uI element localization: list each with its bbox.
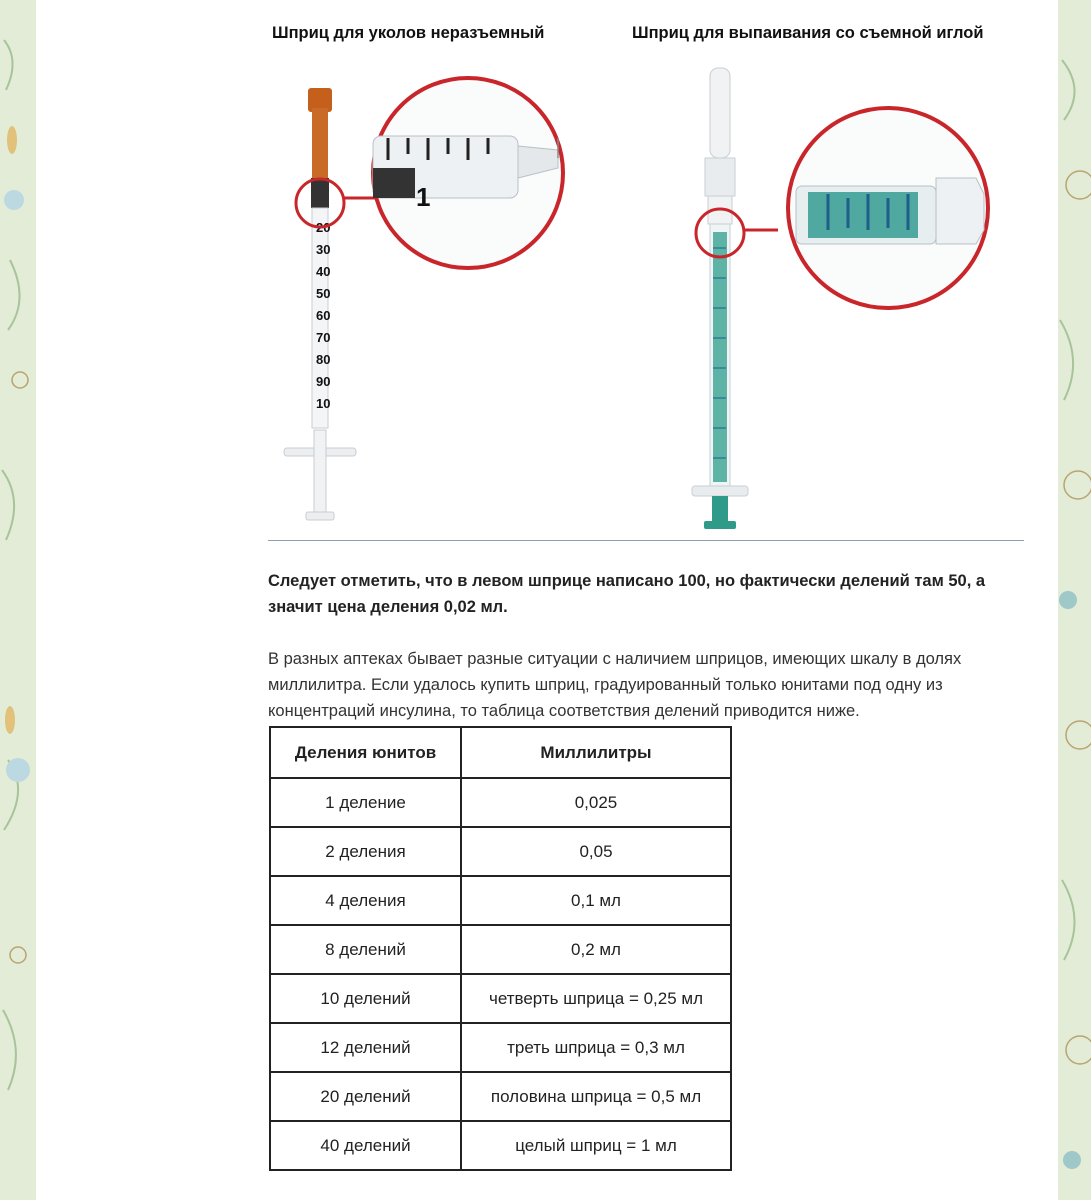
milliliters-cell: 0,2 мл <box>461 925 731 974</box>
column-header-units: Деления юнитов <box>270 727 461 778</box>
column-header-milliliters: Миллилитры <box>461 727 731 778</box>
units-cell: 2 деления <box>270 827 461 876</box>
table-header-row <box>270 727 731 778</box>
milliliters-cell: целый шприц = 1 мл <box>461 1121 731 1170</box>
table-row <box>270 778 731 827</box>
right-syringe-title: Шприц для выпаивания со съемной иглой <box>632 24 984 42</box>
table-row <box>270 1023 731 1072</box>
bold-note: Следует отметить, что в левом шприце написано 100, но фактически делений там 50, а значит цена деления 0,02 мл. <box>268 572 986 616</box>
svg-text:30: 30 <box>316 242 331 257</box>
units-conversion-table <box>269 726 732 1171</box>
units-cell: 8 делений <box>270 925 461 974</box>
milliliters-cell: четверть шприца = 0,25 мл <box>461 974 731 1023</box>
left-syringe-title: Шприц для уколов неразъемный <box>272 24 545 42</box>
svg-text:40: 40 <box>316 264 331 279</box>
table-row <box>270 876 731 925</box>
units-cell: 20 делений <box>270 1072 461 1121</box>
table-row <box>270 1072 731 1121</box>
units-cell: 12 делений <box>270 1023 461 1072</box>
syringe-comparison-figure <box>268 18 1024 540</box>
dreamcatcher-pattern-right <box>1058 0 1091 1200</box>
body-paragraph: В разных аптеках бывает разные ситуации с наличием шприцов, имеющих шкалу в долях миллилитра. Если удалось купить шприц, градуированный только юнитами под одну из концентраций инсулина, то таблица соответствия делений приводится ниже. <box>268 650 962 720</box>
milliliters-cell: 0,1 мл <box>461 876 731 925</box>
article-content <box>36 0 1058 1200</box>
svg-text:80: 80 <box>316 352 331 367</box>
table-row <box>270 974 731 1023</box>
units-cell: 1 деление <box>270 778 461 827</box>
figure-divider <box>268 540 1024 541</box>
zoom-scale-digit: 1 <box>416 182 431 212</box>
milliliters-cell: 0,05 <box>461 827 731 876</box>
svg-text:60: 60 <box>316 308 331 323</box>
milliliters-cell: половина шприца = 0,5 мл <box>461 1072 731 1121</box>
svg-text:70: 70 <box>316 330 331 345</box>
svg-text:50: 50 <box>316 286 331 301</box>
table-row <box>270 925 731 974</box>
units-cell: 10 делений <box>270 974 461 1023</box>
units-cell: 40 делений <box>270 1121 461 1170</box>
milliliters-cell: 0,025 <box>461 778 731 827</box>
svg-text:10: 10 <box>316 396 331 411</box>
syringe-illustration <box>268 18 1024 540</box>
table-row <box>270 827 731 876</box>
svg-text:90: 90 <box>316 374 331 389</box>
milliliters-cell: треть шприца = 0,3 мл <box>461 1023 731 1072</box>
svg-text:20: 20 <box>316 220 331 235</box>
leaf-pattern-left <box>0 0 36 1200</box>
left-insulin-syringe <box>284 78 563 520</box>
left-syringe-scale <box>316 220 330 411</box>
right-oral-syringe <box>692 68 988 529</box>
units-cell: 4 деления <box>270 876 461 925</box>
left-decorative-border <box>0 0 36 1200</box>
right-decorative-border <box>1058 0 1091 1200</box>
table-row <box>270 1121 731 1170</box>
